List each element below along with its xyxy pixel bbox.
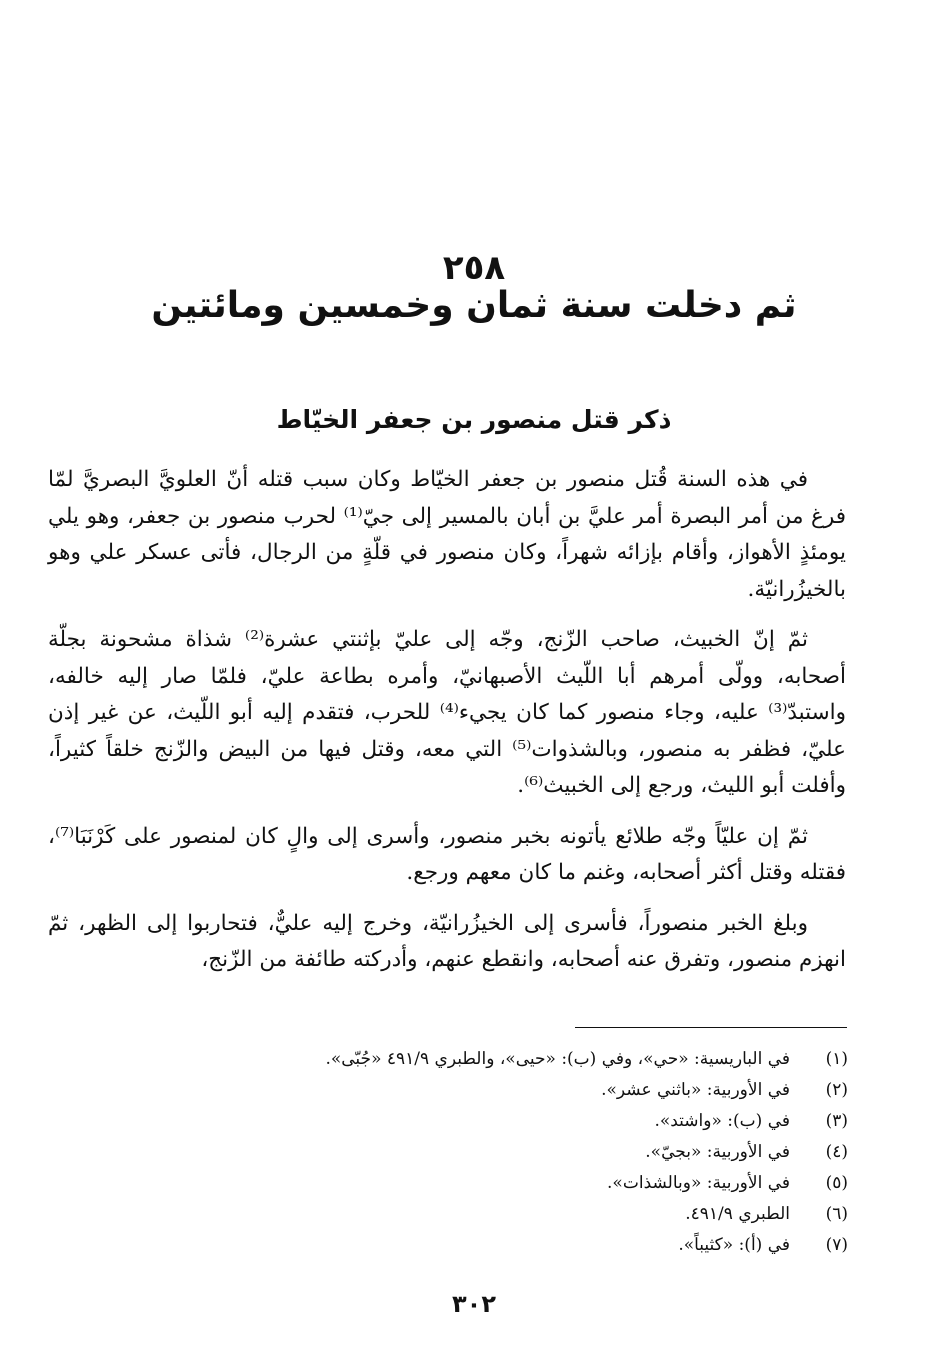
footnote-number: (٢) [825,1080,848,1100]
footnote-text: في (ب): «واشتد». [654,1111,790,1131]
footnote-number: (١) [825,1049,848,1069]
footnote-item [88,1137,848,1168]
page-number: ٣٠٢ [452,1290,496,1318]
paragraph: ثمّ إن عليّاً وجّه طلائع يأتونه بخبر منصور، وأسرى إلى والٍ كان لمنصور على كَرْنَبَا⁽⁷⁾، فقتله وقتل أكثر أصحابه، وغنم ما كان معهم ورجع. [48,823,846,885]
footnote-text: في (أ): «كثيباً». [678,1235,790,1255]
footnote-item [88,1106,848,1137]
footnote-text: في الباريسية: «حي»، وفي (ب): «حيى»، والطبري ٤٩١/٩ «جُبّى». [325,1049,790,1069]
footnote-text: في الأوربية: «باثني عشر». [601,1080,790,1100]
paragraph: وبلغ الخبر منصوراً، فأسرى إلى الخيزُرانيّة، وخرج إليه عليٌّ، فتحاربوا إلى الظهر، ثمّ انهزم منصور، وتفرق عنه أصحابه، وانقطع عنهم، وأدركته طائفة من الزّنج، [48,910,846,972]
paragraph: في هذه السنة قُتل منصور بن جعفر الخيّاط وكان سبب قتله أنّ العلويَّ البصريَّ لمّا فرغ من أمر البصرة أمر عليَّ بن أبان بالمسير إلى جيّ⁽¹⁾ لحرب منصور بن جعفر، وهو يلي يومئذٍ الأهواز، وأقام بإزائه شهراً، وكان منصور في قلّةٍ من الرجال، فأتى عسكر علي وهو بالخيزُرانيّة. [48,467,846,602]
footnote-text: في الأوربية: «وبالشذات». [607,1173,790,1193]
footnote-number: (٤) [825,1142,848,1162]
body-text [48,462,846,993]
footnotes-list [88,1044,848,1261]
footnote-item [88,1199,848,1230]
footnote-item [88,1168,848,1199]
footnote-text: الطبري ٤٩١/٩. [685,1204,790,1224]
footnote-number: (٧) [825,1235,848,1255]
footnote-divider [575,1027,847,1028]
footnote-item [88,1230,848,1261]
footnote-text: في الأوربية: «بجيّ». [645,1142,790,1162]
footnote-number: (٥) [825,1173,848,1193]
section-heading: ذكر قتل منصور بن جعفر الخيّاط [276,405,672,434]
footnote-number: (٦) [825,1204,848,1224]
paragraph: ثمّ إنّ الخبيث، صاحب الزّنج، وجّه إلى عليّ بإثنتي عشرة⁽²⁾ شذاة مشحونة بجلّة أصحابه، وولّى أمرهم أبا اللّيث الأصبهانيّ، وأمره بطاعة عليّ، فلمّا صار إليه خالفه، واستبدّ⁽³⁾ عليه، وجاء منصور كما كان يجيء⁽⁴⁾ للحرب، فتقدم إليه أبو اللّيث، عن غير إذن عليّ، فظفر به منصور، وبالشذوات⁽⁵⁾ التي معه، وقتل فيها من البيض والزّنج خلقاً كثيراً، وأفلت أبو الليث، ورجع إلى الخبيث⁽⁶⁾. [48,627,846,798]
footnote-item [88,1075,848,1106]
footnote-number: (٣) [825,1111,848,1131]
chapter-title: ثم دخلت سنة ثمان وخمسين ومائتين [151,285,797,326]
footnote-item [88,1044,848,1075]
year-number: ٢٥٨ [442,248,506,288]
